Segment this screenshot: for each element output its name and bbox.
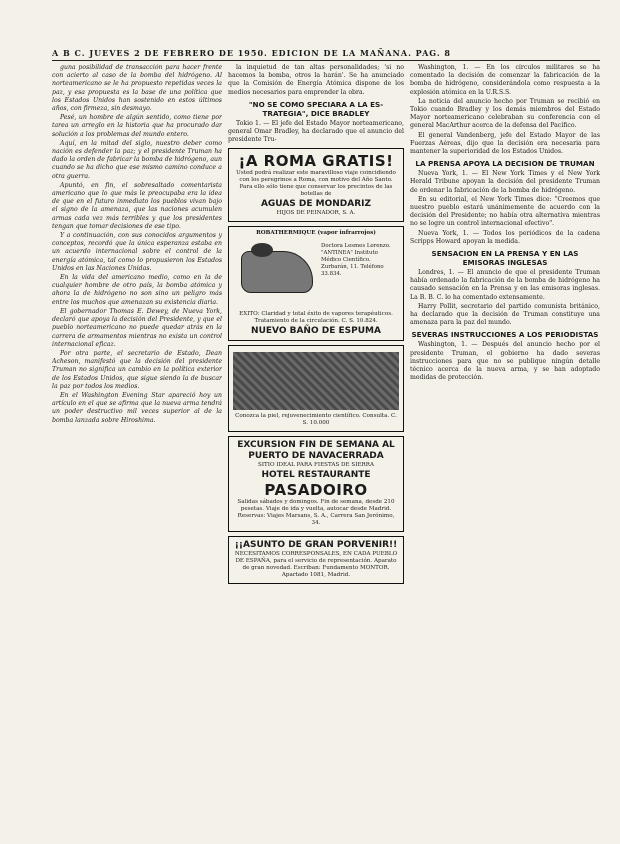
- headline-sensacion: SENSACION EN LA PRENSA Y EN LAS EMISORAS INGLESAS: [431, 249, 579, 268]
- ad-porvenir-body: NECESITAMOS CORRESPONSALES, EN CADA PUEBLO DE ESPAÑA, para el servicio de representación. Aparato de gran novedad. Escriban: Fundamento MONTOR. Apartado 1081, Madrid.: [234, 551, 398, 579]
- bathtub-image: [241, 251, 313, 293]
- article-paragraph: Aquí, en la mitad del siglo, nuestro deber como nación es defender la paz; y el presidente Truman ha dado la orden de fabricar la bomba de hidrógeno, aun cuando se ha dicho que ese mismo camino conduce a otra guerra.: [52, 139, 222, 180]
- article-paragraph: Nueva York, 1. — Todos los periódicos de la cadena Scripps Howard apoyan la medida.: [410, 229, 600, 245]
- ad-robathermique: [228, 226, 404, 341]
- ad-mondariz-title: ¡A ROMA GRATIS!: [238, 152, 394, 171]
- article-paragraph: En el Washington Evening Star apareció hoy un artículo en el que se afirma que la nueva arma tendrá un poder destructivo mil veces superior al de la bomba lanzada sobre Hiroshima.: [52, 391, 222, 424]
- ad-navacerrada-title: EXCURSION FIN DE SEMANA AL PUERTO DE NAVACERRADA: [237, 440, 395, 462]
- article-paragraph: El gobernador Thomas E. Dewey, de Nueva York, declaró que apoya la decisión del Presidente, y que el pueblo norteamericano no puede quedar atrás en la carrera de armamentos mientras no exista un control internacional eficaz.: [52, 307, 222, 348]
- ad-robathermique-slogan: NUEVO BAÑO DE ESPUMA: [251, 326, 381, 337]
- ad-porvenir-title: ¡¡ASUNTO DE GRAN PORVENIR!!: [234, 540, 398, 551]
- ad-mondariz-company: HIJOS DE PEINADOR, S. A.: [276, 210, 356, 217]
- ad-skin: [228, 345, 404, 432]
- header-rule: [52, 60, 600, 61]
- column-middle: [228, 64, 404, 824]
- headline-prensa: LA PRENSA APOYA LA DECISION DE TRUMAN: [415, 159, 595, 169]
- article-paragraph: Por otra parte, el secretario de Estado, Dean Acheson, manifestó que la decisión del presidente Truman no significa un cambio en la política exterior de los Estados Unidos, que sigue siendo la de buscar la paz por todos los medios.: [52, 349, 222, 390]
- article-paragraph: guna posibilidad de transacción para hacer frente con acierto al caso de la bomba del hidrógeno. Al norteamericano se le ha propuesto repetidas veces la paz, y esa propuesta es la base de una política que los Estados Unidos han sostenido en estos últimos años, con firmeza, sin desmayo.: [52, 64, 222, 113]
- article-paragraph: Pesé, un hombre de algún sentido, como tiene por tarea un arreglo en la historia que ha procurado dar solución a los problemas del mundo entero.: [52, 114, 222, 138]
- column-right: [410, 64, 600, 824]
- ad-navacerrada-sub: SITIO IDEAL PARA FIESTAS DE SIERRA: [258, 462, 374, 469]
- article-paragraph: Washington, 1. — Después del anuncio hecho por el presidente Truman, el gobierno ha dado severas instrucciones para que no se publique ningún detalle técnico acerca de la nueva arma, y se han adoptado medidas de protección.: [410, 341, 600, 382]
- ad-skin-caption: Conozca la piel, rejuvenecimiento científico. Consulta. C. S. 10.000: [235, 413, 397, 427]
- ad-skin-photo: [233, 352, 399, 410]
- ad-porvenir: [228, 536, 404, 584]
- article-paragraph: La noticia del anuncio hecho por Truman se recibió en Tokio cuando Bradley y los demás miembros del Estado Mayor norteamericano celebraban su conferencia con el general MacArthur acerca de la defensa del Pacífico.: [410, 97, 600, 130]
- ad-robathermique-title: ROBATHERMIQUE (vapor infrarrojos): [256, 230, 376, 237]
- article-paragraph: Nueva York, 1. — El New York Times y el New York Herald Tribune apoyan la decisión del presidente Truman de ordenar la fabricación de la bomba de hidrógeno.: [410, 170, 600, 194]
- ad-mondariz-body: Usted podrá realizar este maravilloso viaje coincidiendo con los peregrinos a Roma, con motivo del Año Santo. Para ello sólo tiene que conservar los precintos de las botellas de: [236, 170, 396, 198]
- ad-navacerrada-hotel: HOTEL RESTAURANTE: [261, 470, 371, 481]
- article-paragraph: Harry Pollit, secretario del partido comunista británico, ha declarado que la decisión de Truman constituye una amenaza para la paz del mundo.: [410, 302, 600, 327]
- article-paragraph: Londres, 1. — El anuncio de que el presidente Truman había ordenado la fabricación de la bomba de hidrógeno ha causado sensación en la Prensa y en las emisoras inglesas. La B. B. C. lo ha comentado extensamente.: [410, 269, 600, 301]
- ad-robathermique-contact: Doctora Lesmes Lorenzo. "ANTINEA" Instituto Médico Científico. Zurbarán, 11. Teléfono 33.834.: [321, 243, 391, 277]
- ad-mondariz-brand: AGUAS DE MONDARIZ: [260, 199, 372, 210]
- article-paragraph: El general Vandenberg, jefe del Estado Mayor de las Fuerzas Aéreas, dijo que la decisión era necesaria para mantener la superioridad de los Estados Unidos.: [410, 131, 600, 156]
- article-paragraph: Tokio 1. — El jefe del Estado Mayor norteamericano, general Omar Bradley, ha declarado que el anuncio del presidente Tru-: [228, 119, 404, 144]
- ad-navacerrada-name: PASADOIRO: [264, 481, 368, 500]
- ad-navacerrada-body: Salidas sábados y domingos. Fin de semana, desde 210 pesetas. Viaje de ida y vuelta, autocar desde Madrid. Reservas: Viajes Marsans, S. A., Carrera San Jerónimo, 34.: [237, 499, 395, 527]
- ad-mondariz: [228, 148, 404, 222]
- page-header: A B C. JUEVES 2 DE FEBRERO DE 1950. EDICION DE LA MAÑANA. PAG. 8: [52, 48, 451, 58]
- article-paragraph: Washington, 1. — En los círculos militares se ha comentado la decisión de comenzar la fabricación de la bomba de hidrógeno, considerándola como respuesta a la explosión atómica en la U.R.S.S.: [410, 64, 600, 96]
- article-paragraph: En su editorial, el New York Times dice: "Creemos que nuestro pueblo estará unánimemente de acuerdo con la decisión del Presidente; no había otra alternativa mientras no se logre un control internacional efectivo".: [410, 195, 600, 228]
- headline-instrucciones: SEVERAS INSTRUCCIONES A LOS PERIODISTAS: [411, 330, 599, 340]
- ad-navacerrada: [228, 436, 404, 532]
- article-paragraph: Apuntó, en fin, el sobresaltado comentarista americano que lo que más le preocupaba era la idea de que en el futuro inmediato los pueblos vivan bajo el signo de la amenaza, que las naciones acumulen armas cada vez más terribles y que los presidentes tengan que tomar decisiones de ese tipo.: [52, 181, 222, 230]
- headline-bradley: "NO SE COMO SPECIARA A LA ES- TRATEGIA", DICE BRADLEY: [248, 99, 384, 118]
- ad-robathermique-body: EXITO: Claridad y total éxito de vapores terapéuticos. Tratamiento de la circulación. C. S. 10.824.: [239, 311, 393, 325]
- article-paragraph: En la vida del americano medio, como en la de cualquier hombre de otro país, la bomba atómica y ahora la de hidrógeno no son sino un peligro más entre los muchos que amenazan su existencia diaria.: [52, 274, 222, 306]
- article-paragraph: la inquietud de tan altas personalidades; 'si no hacemos la bomba, otros la harán'. Se ha anunciado que la Comisión de Energía Atómica dispone de los medios necesarios para emprender la obra.: [228, 64, 404, 96]
- bath-illustration: [233, 239, 399, 309]
- column-left: [52, 64, 222, 824]
- article-paragraph: Y a continuación, con sus conocidos argumentos y conceptos, recordó que la única esperanza estaba en un acuerdo internacional sobre el control de la energía atómica, tal como lo propusieron los Estados Unidos en las Naciones Unidas.: [52, 232, 222, 272]
